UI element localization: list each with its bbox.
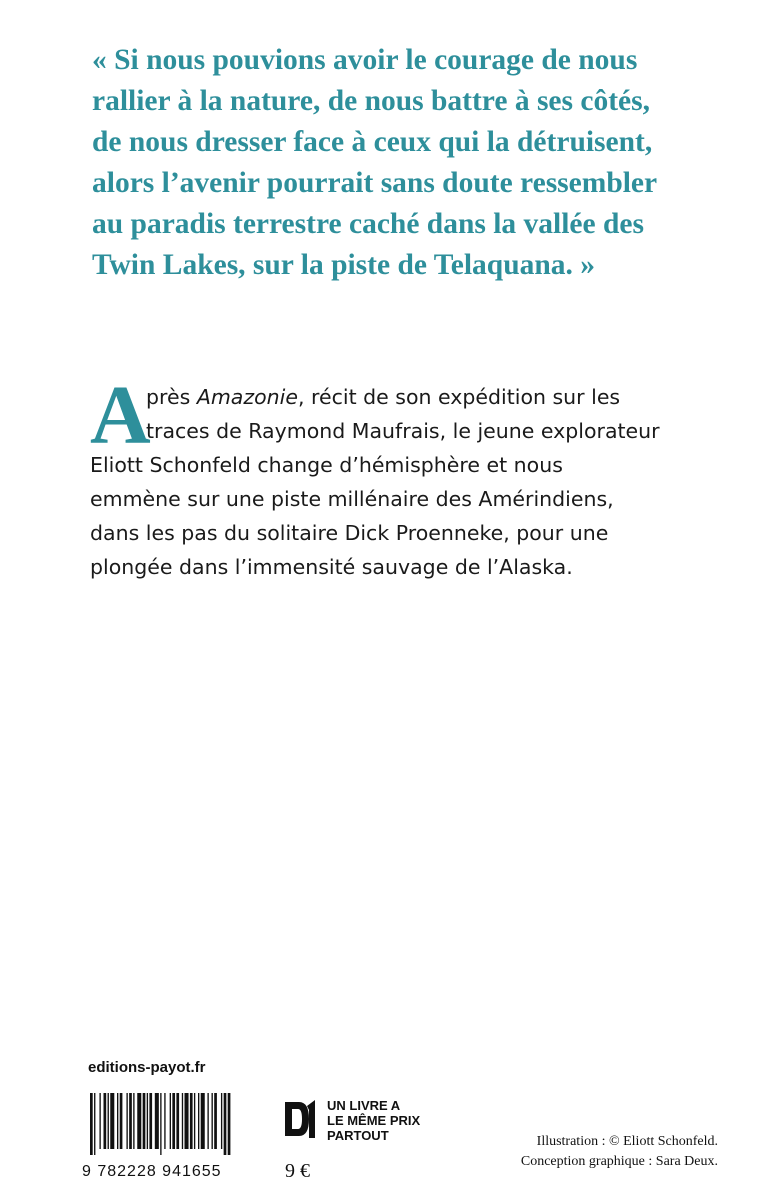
blurb-text: près (146, 385, 197, 409)
back-cover-quote (92, 40, 732, 286)
prix-line: UN LIVRE A (327, 1098, 401, 1113)
blurb-line: dans les pas du solitaire Dick Proenneke, pour une (90, 521, 609, 545)
blurb-line: traces de Raymond Maufrais, le jeune explorateur (146, 419, 660, 443)
book-title-italic: Amazonie (196, 385, 298, 409)
quote-line: « Si nous pouvions avoir le courage de nous (92, 44, 638, 76)
barcode-icon (88, 1093, 274, 1155)
blurb-paragraph (90, 369, 730, 584)
credits (521, 1132, 718, 1172)
blurb-line: plongée dans l’immensité sauvage de l’Alaska. (90, 555, 573, 579)
quote-line: de nous dresser face à ceux qui la détruisent, (92, 126, 653, 158)
quote-line: au paradis terrestre caché dans la vallée des (92, 208, 644, 240)
publisher-website: editions-payot.fr (88, 1059, 206, 1076)
credit-line: Illustration : © Eliott Schonfeld. (536, 1134, 718, 1149)
price: 9 € (285, 1160, 310, 1182)
blurb-text: , récit de son expédition sur les (297, 385, 621, 409)
prix-unique-label (327, 1098, 420, 1143)
quote-line: alors l’avenir pourrait sans doute ressembler (92, 167, 658, 199)
prix-line: PARTOUT (327, 1128, 389, 1143)
prix-unique-logo-icon (283, 1096, 317, 1142)
blurb-line (90, 380, 730, 414)
blurb-line: emmène sur une piste millénaire des Amérindiens, (90, 487, 614, 511)
isbn-digits: 9 782228 941655 (82, 1163, 222, 1180)
blurb-line: Eliott Schonfeld change d’hémisphère et nous (90, 453, 563, 477)
quote-line: rallier à la nature, de nous battre à ses côtés, (92, 85, 650, 117)
prix-line: LE MÊME PRIX (327, 1113, 421, 1128)
credit-line: Conception graphique : Sara Deux. (520, 1154, 718, 1169)
drop-cap: A (90, 369, 151, 462)
quote-line: Twin Lakes, sur la piste de Telaquana. » (92, 249, 596, 281)
